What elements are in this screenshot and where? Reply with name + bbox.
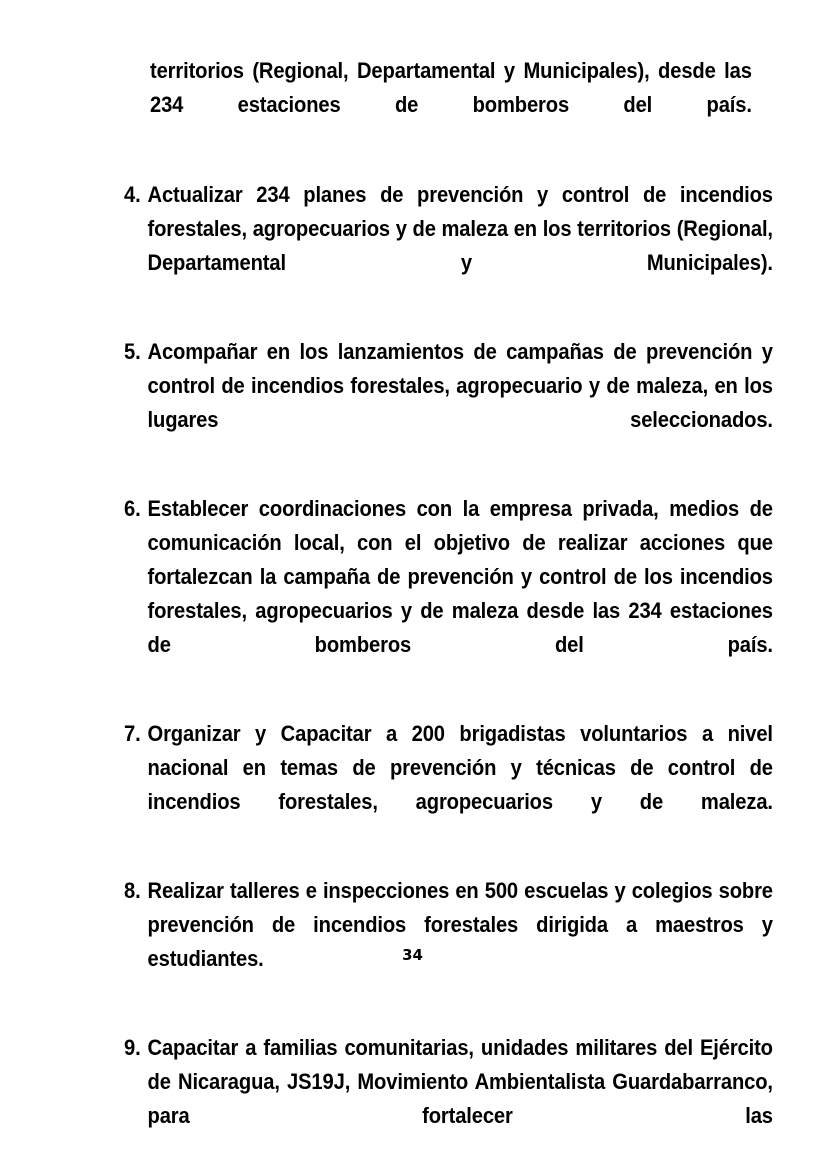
list-item-marker: 6. xyxy=(124,496,141,521)
list-item xyxy=(124,1031,773,1167)
list-item xyxy=(124,717,773,853)
list-item-text: Capacitar a familias comunitarias, unidades militares del Ejército de Nicaragua, JS19J, Movimiento Ambientalista Guardabarranco, para fortalecer las xyxy=(147,1035,773,1128)
paragraph-spacer xyxy=(124,696,750,717)
paragraph-spacer xyxy=(124,853,750,874)
list-item-text: Realizar talleres e inspecciones en 500 escuelas y colegios sobre prevención de incendios forestales dirigida a maestros y estudiantes. xyxy=(147,878,773,971)
list-item xyxy=(124,874,773,1010)
list-item-marker: 7. xyxy=(124,721,141,746)
page-number: 34 xyxy=(402,946,423,964)
list-item-text: Organizar y Capacitar a 200 brigadistas voluntarios a nivel nacional en temas de prevención y técnicas de control de incendios forestales, agropecuarios y de maleza. xyxy=(147,721,773,814)
paragraph-spacer xyxy=(124,314,750,335)
document-text-body xyxy=(124,54,773,1167)
continuation-paragraph: territorios (Regional, Departamental y Municipales), desde las 234 estaciones de bomberos del país. xyxy=(150,58,752,117)
list-item-marker: 9. xyxy=(124,1035,141,1060)
list-item xyxy=(124,335,773,471)
paragraph-spacer xyxy=(124,1010,750,1031)
paragraph-spacer xyxy=(124,471,750,492)
list-item-marker: 8. xyxy=(124,878,141,903)
list-item-text: Establecer coordinaciones con la empresa privada, medios de comunicación local, con el objetivo de realizar acciones que fortalezcan la campaña de prevención y control de los incendios forestales, agropecuarios y de maleza desde las 234 estaciones de bomberos del país. xyxy=(147,496,773,657)
list-item-text: Actualizar 234 planes de prevención y control de incendios forestales, agropecuarios y de maleza en los territorios (Regional, Departamental y Municipales). xyxy=(147,182,773,275)
list-item xyxy=(124,178,773,314)
list-item-marker: 5. xyxy=(124,339,141,364)
list-item-text: Acompañar en los lanzamientos de campañas de prevención y control de incendios forestales, agropecuario y de maleza, en los lugares seleccionados. xyxy=(147,339,773,432)
paragraph-spacer xyxy=(124,156,750,178)
list-item-marker: 4. xyxy=(124,182,141,207)
list-item xyxy=(124,492,773,696)
